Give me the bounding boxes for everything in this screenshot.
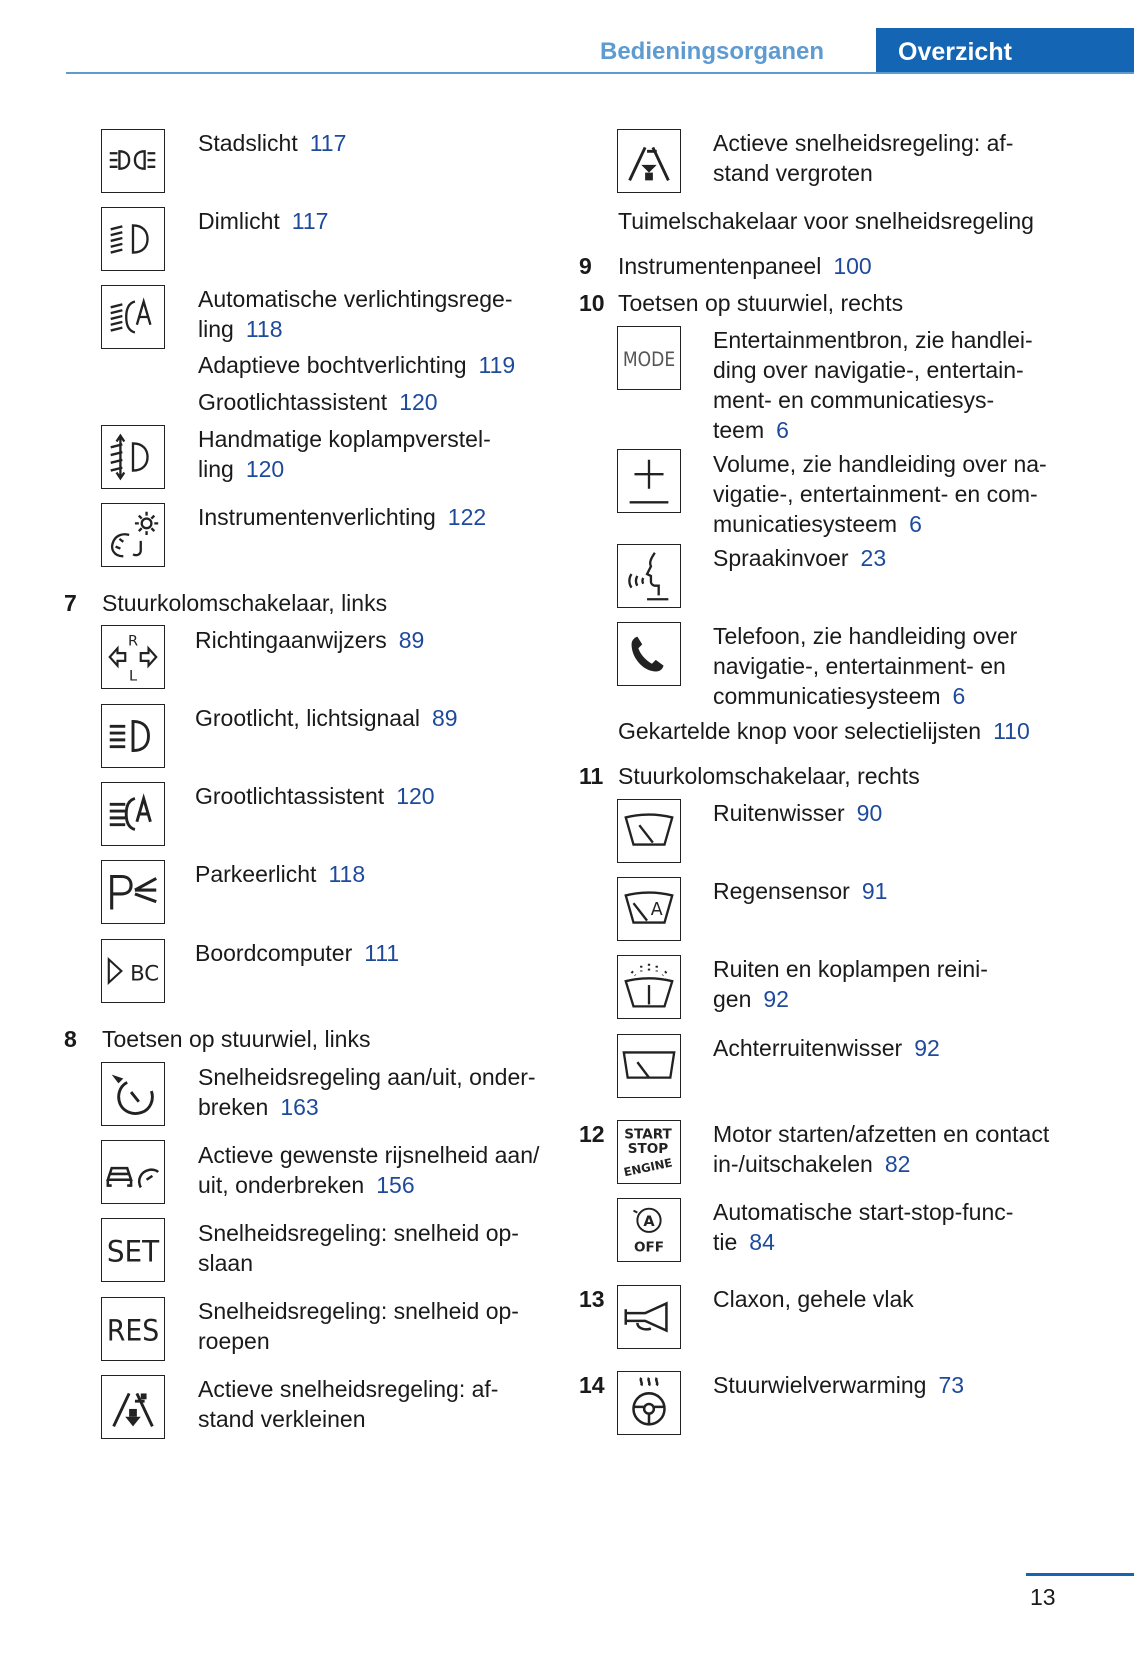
wheel-item-voice bbox=[713, 543, 886, 573]
label: Richtingaanwijzers bbox=[195, 627, 387, 653]
label-line3: municatiesysteem bbox=[713, 511, 898, 537]
group-title-10: Toetsen op stuurwiel, rechts bbox=[618, 290, 904, 316]
group-number-11: 11 bbox=[579, 763, 604, 789]
label-line1: Snelheidsregeling: snelheid op- bbox=[198, 1298, 519, 1324]
footer-rule bbox=[1026, 1573, 1134, 1576]
label-line3: communicatiesysteem bbox=[713, 683, 941, 709]
label-line2: ling bbox=[198, 456, 234, 482]
wheel-item-distance-decrease bbox=[198, 1374, 498, 1434]
wheel-item-phone bbox=[713, 621, 1017, 711]
off-text: OFF bbox=[633, 1239, 665, 1256]
auto-lights-icon bbox=[101, 285, 165, 349]
group-number-10: 10 bbox=[579, 290, 605, 316]
light-item-hba bbox=[198, 387, 438, 417]
board-computer-icon bbox=[101, 939, 165, 1003]
label-line1: Actieve snelheidsregeling: af- bbox=[713, 130, 1014, 156]
wheel-item-set bbox=[198, 1218, 519, 1278]
label-line1: Automatische start-stop-func- bbox=[713, 1199, 1014, 1225]
start-stop-engine-icon bbox=[617, 1120, 681, 1184]
label-line2: uit, onderbreken bbox=[198, 1172, 365, 1198]
page-ref[interactable]: 117 bbox=[309, 130, 347, 156]
page-ref[interactable]: 120 bbox=[245, 456, 285, 482]
item-start-stop bbox=[713, 1119, 1049, 1179]
label: Instrumentenverlichting bbox=[198, 504, 436, 530]
label-line2: in-/uitschakelen bbox=[713, 1151, 873, 1177]
cruise-control-icon bbox=[101, 1062, 165, 1126]
page-ref[interactable]: 163 bbox=[280, 1094, 319, 1120]
item-wheel-heating bbox=[713, 1370, 964, 1400]
label-line2: navigatie-, entertainment- en bbox=[713, 653, 1006, 679]
page-ref[interactable]: 6 bbox=[952, 683, 966, 709]
label-line4: teem bbox=[713, 417, 765, 443]
parking-lamp-icon bbox=[101, 860, 165, 924]
parking-light-icon bbox=[101, 129, 165, 193]
label: Ruitenwisser bbox=[713, 800, 845, 826]
group-number-13: 13 bbox=[579, 1286, 605, 1312]
volume-icon bbox=[617, 449, 681, 513]
page-number: 13 bbox=[1030, 1584, 1056, 1610]
header-rule bbox=[66, 72, 1134, 74]
auto-a-text: A bbox=[643, 1214, 655, 1231]
engine-text: ENGINE bbox=[622, 1155, 674, 1180]
page-ref[interactable]: 23 bbox=[860, 545, 887, 571]
light-item-auto bbox=[198, 284, 512, 344]
turn-l-text: L bbox=[128, 668, 138, 685]
page-ref[interactable]: 122 bbox=[447, 504, 487, 530]
label: Instrumentenpaneel bbox=[618, 253, 822, 279]
page-ref[interactable]: 117 bbox=[291, 208, 329, 234]
page-ref[interactable]: 118 bbox=[245, 316, 283, 342]
phone-icon bbox=[617, 622, 681, 686]
stalk-item-rear-wiper bbox=[713, 1033, 940, 1063]
page-ref[interactable]: 100 bbox=[833, 253, 872, 279]
turn-r-text: R bbox=[127, 633, 139, 650]
auto-start-stop-icon bbox=[617, 1198, 681, 1262]
light-item-low-beam bbox=[198, 206, 328, 236]
group-number-12: 12 bbox=[579, 1121, 605, 1147]
horn-icon bbox=[617, 1285, 681, 1349]
group-number-9: 9 bbox=[579, 253, 592, 279]
page-ref[interactable]: 110 bbox=[993, 718, 1030, 744]
wheel-item-entertainment bbox=[713, 325, 1033, 445]
washer-icon bbox=[617, 955, 681, 1019]
res-text: RES bbox=[106, 1313, 160, 1348]
set-text: SET bbox=[106, 1234, 160, 1269]
header-tab-label: Overzicht bbox=[898, 38, 1012, 66]
label-line1: Ruiten en koplampen reini- bbox=[713, 956, 988, 982]
page-ref[interactable]: 84 bbox=[749, 1229, 775, 1255]
group-title-11: Stuurkolomschakelaar, rechts bbox=[618, 763, 920, 789]
label-line1: Motor starten/afzetten en contact bbox=[713, 1121, 1050, 1147]
label-line2: slaan bbox=[198, 1250, 253, 1276]
stalk-item-high-beam bbox=[195, 703, 458, 733]
stop-text: STOP bbox=[627, 1140, 669, 1157]
page-ref[interactable]: 6 bbox=[909, 511, 922, 537]
headlamp-leveling-icon bbox=[101, 425, 165, 489]
page-ref[interactable]: 89 bbox=[432, 705, 458, 731]
stalk-item-rain bbox=[713, 876, 887, 906]
header-tab bbox=[876, 28, 1134, 74]
steering-wheel-heating-icon bbox=[617, 1371, 681, 1435]
label-line1: Telefoon, zie handleiding over bbox=[713, 623, 1018, 649]
item-horn: Claxon, gehele vlak bbox=[713, 1286, 914, 1312]
stalk-item-wiper bbox=[713, 798, 882, 828]
header-section-title: Bedieningsorganen bbox=[600, 38, 825, 65]
light-item-parking bbox=[198, 128, 346, 158]
label-line1: Handmatige koplampverstel- bbox=[198, 426, 491, 452]
stalk-item-turn bbox=[195, 625, 424, 655]
high-beam-assist-icon bbox=[101, 782, 165, 846]
label-line1: Actieve snelheidsregeling: af- bbox=[198, 1376, 499, 1402]
page-ref[interactable]: 118 bbox=[328, 861, 366, 887]
group-number-7: 7 bbox=[64, 590, 77, 616]
label-line1: Snelheidsregeling aan/uit, onder- bbox=[198, 1064, 536, 1090]
rain-a-text: A bbox=[650, 899, 663, 920]
label: Stuurwielverwarming bbox=[713, 1372, 927, 1398]
instrument-lighting-icon bbox=[101, 503, 165, 567]
active-cruise-icon bbox=[101, 1140, 165, 1204]
page-ref[interactable]: 89 bbox=[398, 627, 425, 653]
page-ref[interactable]: 119 bbox=[478, 352, 516, 378]
turn-signal-icon bbox=[101, 625, 165, 689]
label: Regensensor bbox=[713, 878, 850, 904]
start-text: START bbox=[624, 1126, 672, 1143]
light-item-instrument bbox=[198, 502, 486, 532]
label-line1: Automatische verlichtingsrege- bbox=[198, 286, 513, 312]
rain-sensor-icon bbox=[617, 877, 681, 941]
page-ref[interactable]: 92 bbox=[763, 986, 789, 1012]
res-icon bbox=[101, 1297, 165, 1361]
group-number-8: 8 bbox=[64, 1026, 77, 1052]
page-ref[interactable]: 91 bbox=[861, 878, 888, 904]
label: Achterruitenwisser bbox=[713, 1035, 903, 1061]
stalk-item-parking bbox=[195, 859, 365, 889]
page-ref[interactable]: 92 bbox=[914, 1035, 940, 1061]
wiper-icon bbox=[617, 799, 681, 863]
page-ref[interactable]: 111 bbox=[364, 940, 400, 966]
label-line2: gen bbox=[713, 986, 752, 1012]
rocker-switch-text: Tuimelschakelaar voor snelheidsregeling bbox=[618, 208, 1034, 234]
label-line3: ment- en communicatiesys- bbox=[713, 387, 995, 413]
stalk-item-washer bbox=[713, 954, 988, 1014]
low-beam-icon bbox=[101, 207, 165, 271]
stalk-item-hba bbox=[195, 781, 435, 811]
label-line2: tie bbox=[713, 1229, 738, 1255]
group-title-8: Toetsen op stuurwiel, links bbox=[102, 1026, 371, 1052]
label: Spraakinvoer bbox=[713, 545, 849, 571]
wheel-item-distance-increase bbox=[713, 128, 1013, 188]
set-icon bbox=[101, 1218, 165, 1282]
label: Parkeerlicht bbox=[195, 861, 317, 887]
light-item-leveling bbox=[198, 424, 491, 484]
high-beam-icon bbox=[101, 704, 165, 768]
label-line2: stand verkleinen bbox=[198, 1406, 366, 1432]
stalk-item-bc bbox=[195, 938, 399, 968]
item-instrument-panel bbox=[618, 251, 872, 281]
label: Grootlicht, lichtsignaal bbox=[195, 705, 420, 731]
distance-increase-icon bbox=[617, 129, 681, 193]
label-line2: ding over navigatie-, entertain- bbox=[713, 357, 1024, 383]
label: Grootlichtassistent bbox=[198, 389, 388, 415]
page-ref[interactable]: 120 bbox=[399, 389, 438, 415]
page-ref[interactable]: 82 bbox=[884, 1151, 911, 1177]
item-auto-start-stop bbox=[713, 1197, 1013, 1257]
distance-decrease-icon bbox=[101, 1375, 165, 1439]
label-line2: breken bbox=[198, 1094, 269, 1120]
voice-command-icon bbox=[617, 544, 681, 608]
label: Stadslicht bbox=[198, 130, 298, 156]
group-number-14: 14 bbox=[579, 1372, 605, 1398]
label: Grootlichtassistent bbox=[195, 783, 385, 809]
label: Dimlicht bbox=[198, 208, 280, 234]
knob-text bbox=[618, 716, 1030, 746]
wheel-item-cruise bbox=[198, 1062, 536, 1122]
label-line2: stand vergroten bbox=[713, 160, 873, 186]
label-line1: Actieve gewenste rijsnelheid aan/ bbox=[198, 1142, 540, 1168]
mode-icon bbox=[617, 326, 681, 390]
label-line2: vigatie-, entertainment- en com- bbox=[713, 481, 1038, 507]
mode-text: MODE bbox=[622, 347, 676, 371]
label: Boordcomputer bbox=[195, 940, 353, 966]
label-line2: roepen bbox=[198, 1328, 270, 1354]
page-ref[interactable]: 156 bbox=[376, 1172, 415, 1198]
bc-text: BC bbox=[130, 961, 160, 987]
label: Gekartelde knop voor selectielijsten bbox=[618, 718, 982, 744]
label-line1: Volume, zie handleiding over na- bbox=[713, 451, 1047, 477]
page-ref[interactable]: 90 bbox=[856, 800, 883, 826]
label: Adaptieve bochtverlichting bbox=[198, 352, 467, 378]
light-item-adaptive bbox=[198, 350, 515, 380]
wheel-item-active-cruise bbox=[198, 1140, 539, 1200]
page-ref[interactable]: 73 bbox=[938, 1372, 965, 1398]
group-title-7: Stuurkolomschakelaar, links bbox=[102, 590, 388, 616]
label-line2: ling bbox=[198, 316, 234, 342]
rear-wiper-icon bbox=[617, 1034, 681, 1098]
label-line1: Snelheidsregeling: snelheid op- bbox=[198, 1220, 519, 1246]
wheel-item-volume bbox=[713, 449, 1047, 539]
page-ref[interactable]: 6 bbox=[776, 417, 789, 443]
wheel-item-res bbox=[198, 1296, 519, 1356]
label-line1: Entertainmentbron, zie handlei- bbox=[713, 327, 1033, 353]
page-ref[interactable]: 120 bbox=[396, 783, 435, 809]
